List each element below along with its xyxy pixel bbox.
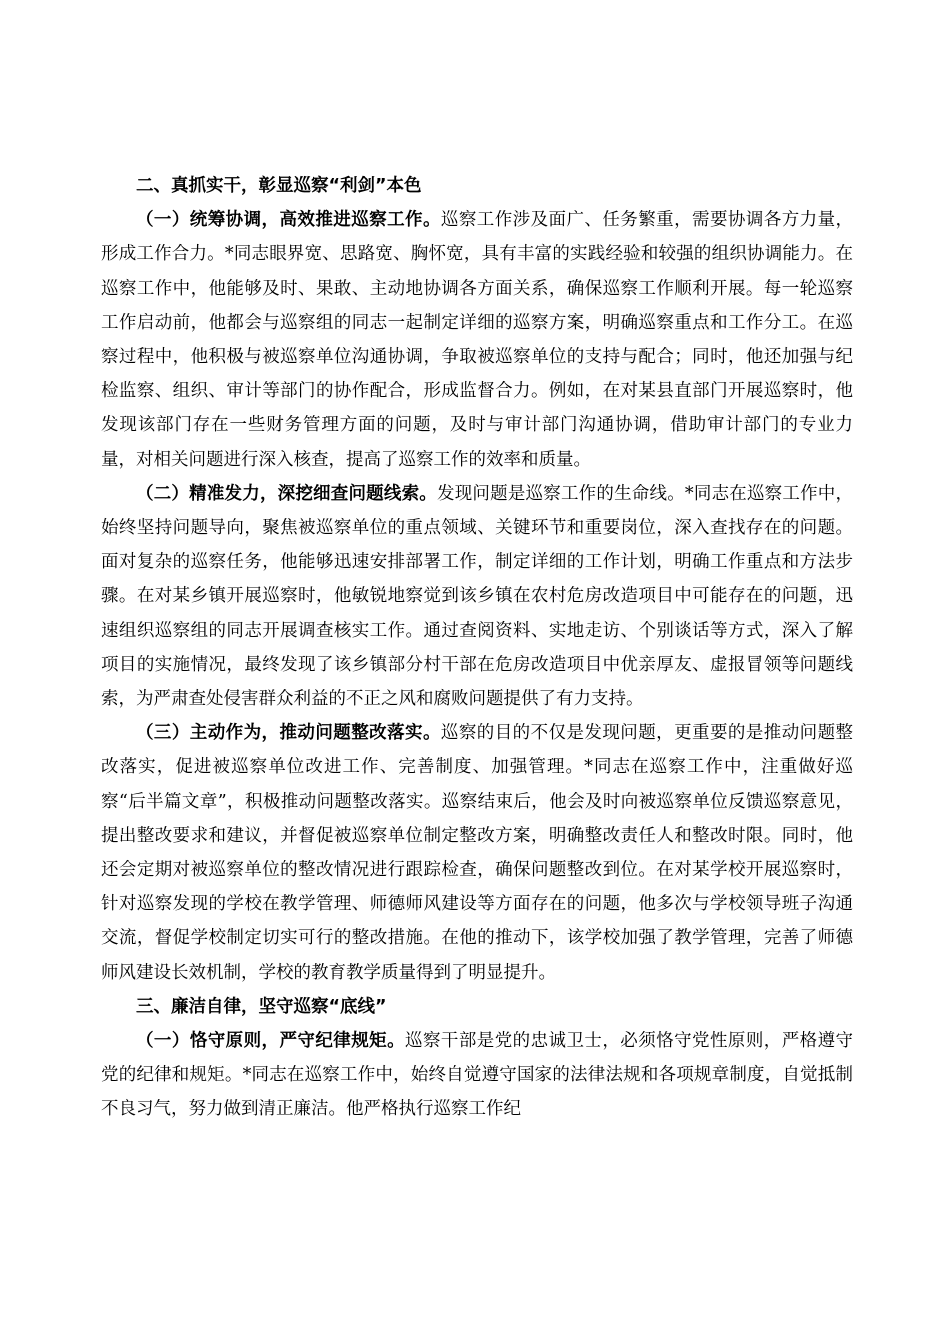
document-body [101,169,853,1127]
paragraph-body: 巡察工作涉及面广、任务繁重，需要协调各方力量，形成工作合力。*同志眼界宽、思路宽、胸怀宽，具有丰富的实践经验和较强的组织协调能力。在巡察工作中，他能够及时、果敢、主动地协调各方面关系，确保巡察工作顺利开展。每一轮巡察工作启动前，他都会与巡察组的同志一起制定详细的巡察方案，明确巡察重点和工作分工。在巡察过程中，他积极与被巡察单位沟通协调，争取被巡察单位的支持与配合；同时，他还加强与纪检监察、组织、审计等部门的协作配合，形成监督合力。例如，在对某县直部门开展巡察时，他发现该部门存在一些财务管理方面的问题，及时与审计部门沟通协调，借助审计部门的专业力量，对相关问题进行深入核查，提高了巡察工作的效率和质量。 [101,210,854,470]
paragraph-body: 巡察的目的不仅是发现问题，更重要的是推动问题整改落实，促进被巡察单位改进工作、完善制度、加强管理。*同志在巡察工作中，注重做好巡察“后半篇文章”，积极推动问题整改落实。巡察结束后，他会及时向被巡察单位反馈巡察意见，提出整改要求和建议，并督促被巡察单位制定整改方案，明确整改责任人和整改时限。同时，他还会定期对被巡察单位的整改情况进行跟踪检查，确保问题整改到位。在对某学校开展巡察时，针对巡察发现的学校在教学管理、师德师风建设等方面存在的问题，他多次与学校领导班子沟通交流，督促学校制定切实可行的整改措施。在他的推动下，该学校加强了教学管理，完善了师德师风建设长效机制，学校的教育教学质量得到了明显提升。 [101,723,854,983]
paragraph-lead: （一）恪守原则，严守纪律规矩。 [136,1031,406,1052]
paragraph [101,203,853,477]
paragraph-lead: （一）统筹协调，高效推进巡察工作。 [136,210,441,231]
paragraph-lead: （二）精准发力，深挖细查问题线索。 [136,483,438,504]
paragraph-body: 发现问题是巡察工作的生命线。*同志在巡察工作中，始终坚持问题导向，聚焦被巡察单位的重点领域、关键环节和重要岗位，深入查找存在的问题。面对复杂的巡察任务，他能够迅速安排部署工作，制定详细的工作计划，明确工作重点和方法步骤。在对某乡镇开展巡察时，他敏锐地察觉到该乡镇在农村危房改造项目中可能存在的问题，迅速组织巡察组的同志开展调查核实工作。通过查阅资料、实地走访、个别谈话等方式，深入了解项目的实施情况，最终发现了该乡镇部分村干部在危房改造项目中优亲厚友、虚报冒领等问题线索，为严肃查处侵害群众利益的不正之风和腐败问题提供了有力支持。 [101,483,854,710]
paragraph-lead: （三）主动作为，推动问题整改落实。 [136,723,441,744]
paragraph [101,477,853,716]
paragraph [101,716,853,990]
paragraph-body: 巡察干部是党的忠诚卫士，必须恪守党性原则，严格遵守党的纪律和规矩。*同志在巡察工作中，始终自觉遵守国家的法律法规和各项规章制度，自觉抵制不良习气，努力做到清正廉洁。他严格执行巡察工作纪 [101,1031,854,1120]
section-heading-2: 二、真抓实干，彰显巡察“利剑”本色 [136,176,422,196]
paragraph [101,1024,853,1127]
section-heading-3: 三、廉洁自律，坚守巡察“底线” [136,996,387,1017]
